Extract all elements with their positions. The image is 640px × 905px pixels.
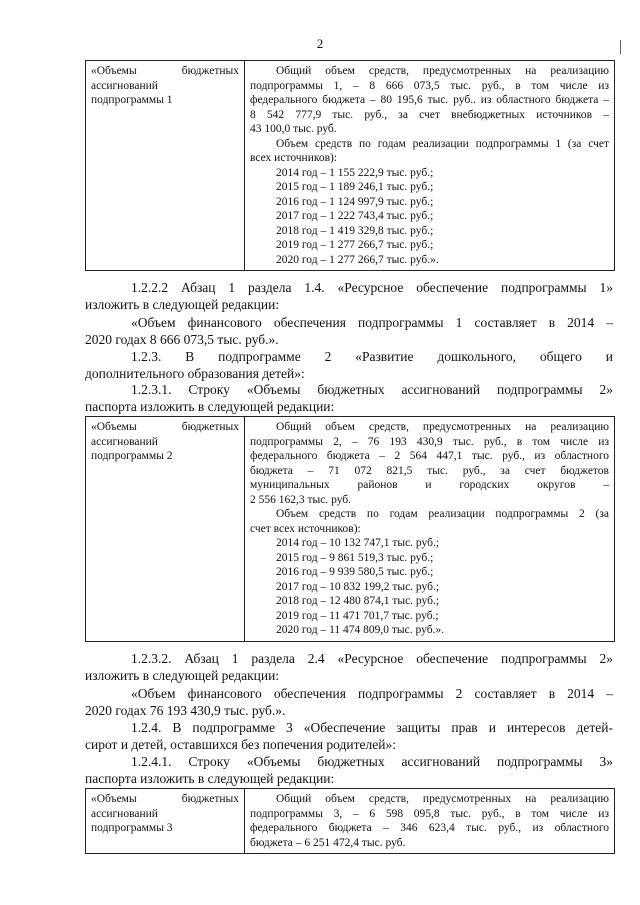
text-line: Объем средств по годам реализации подпрограммы 1 (за счет [276,137,609,150]
paragraph-line: изложить в следующей редакции: [85,667,280,683]
label-line: ассигнований [91,79,158,92]
year-line: 2015 год – 9 861 519,3 тыс. руб.; [276,551,434,564]
text-line: счет всех источников): [250,522,361,535]
text-line: подпрограммы 2, – 76 193 430,9 тыс. руб., в том числе из [250,435,609,448]
year-line: 2016 год – 1 124 997,9 тыс. руб.; [276,195,434,208]
label-line: «Объемы бюджетных [91,65,239,77]
year-line: 2018 год – 1 419 329,8 тыс. руб.; [276,224,434,237]
table-content-cell [245,789,615,854]
passport-table-subprogram-2 [85,416,615,642]
paragraph-1-2-2-2-quote [85,315,613,348]
year-line: 2018 год – 12 480 874,1 тыс. руб.; [276,595,440,607]
paragraph-1-2-3 [85,349,613,382]
paragraph-line: паспорта изложить в следующей редакции: [85,770,335,786]
label-line: подпрограммы 1 [91,94,173,106]
text-line: подпрограммы 1, – 8 666 073,5 тыс. руб., в том числе из [250,79,609,92]
text-line: федерального бюджета – 80 195,6 тыс. руб.. из областного бюджета – [250,94,609,106]
paragraph-line: 1.2.3.2. Абзац 1 раздела 2.4 «Ресурсное обеспечение подпрограммы 2» [131,651,613,666]
year-line: 2016 год – 9 939 580,5 тыс. руб.; [276,566,434,578]
paragraph-line: 1.2.3. В подпрограмме 2 «Развитие дошкольного, общего и [131,349,613,364]
year-line: 2017 год – 10 832 199,2 тыс. руб.; [276,580,440,593]
paragraph-line: дополнительного образования детей»: [85,365,305,381]
text-line: муниципальных районов и городских округов – [250,479,609,491]
paragraph-line: 1.2.4.1. Строку «Объемы бюджетных ассигнований подпрограммы 3» [131,754,613,769]
table-label-cell [86,61,245,271]
label-line: подпрограммы 3 [91,822,173,834]
year-line: 2014 год – 10 132 747,1 тыс. руб.; [276,537,440,549]
label-line: ассигнований [91,807,158,820]
label-line: «Объемы бюджетных [91,793,239,805]
paragraph-1-2-4 [85,720,613,753]
table-content-cell [245,417,615,642]
text-line: бюджета – 71 072 821,5 тыс. руб., за счет бюджетов [250,464,609,477]
paragraph-line: 1.2.3.1. Строку «Объемы бюджетных ассигнований подпрограммы 2» [131,382,613,397]
text-line: бюджета – 6 251 472,4 тыс. руб. [250,836,406,849]
table-label-cell [86,789,245,854]
paragraph-line: изложить в следующей редакции: [85,296,280,312]
text-line: федерального бюджета – 2 564 447,1 тыс. руб., из областного [250,450,609,462]
label-line: подпрограммы 2 [91,450,173,462]
paragraph-1-2-3-1 [85,382,613,415]
page-number: 2 [316,36,324,51]
margin-mark [620,40,621,54]
year-line: 2020 год – 11 474 809,0 тыс. руб.». [276,624,445,636]
table-label-cell [86,417,245,642]
passport-table-subprogram-1 [85,60,615,271]
label-line: «Объемы бюджетных [91,421,239,433]
text-line: 43 100,0 тыс. руб. [250,123,337,135]
paragraph-line: 2020 годах 76 193 430,9 тыс. руб.». [85,702,286,718]
text-line: Общий объем средств, предусмотренных на реализацию [276,65,609,77]
paragraph-1-2-3-2 [85,651,613,684]
text-line: Общий объем средств, предусмотренных на реализацию [276,421,609,433]
paragraph-line: «Объем финансового обеспечения подпрограммы 1 составляет в 2014 – [131,315,613,330]
year-line: 2014 год – 1 155 222,9 тыс. руб.; [276,166,434,179]
paragraph-line: сирот и детей, оставшихся без попечения родителей»: [85,736,396,752]
paragraph-line: 1.2.2.2 Абзац 1 раздела 1.4. «Ресурсное обеспечение подпрограммы 1» [131,280,613,295]
table-content-cell [245,61,615,271]
passport-table-subprogram-3 [85,788,615,854]
text-line: всех источников): [250,152,338,164]
text-line: Объем средств по годам реализации подпрограммы 2 (за [276,508,609,520]
paragraph-1-2-4-1 [85,754,613,787]
paragraph-1-2-3-2-quote [85,686,613,719]
year-line: 2019 год – 1 277 266,7 тыс. руб.; [276,239,434,251]
paragraph-1-2-2-2 [85,280,613,313]
text-line: Общий объем средств, предусмотренных на реализацию [276,793,609,805]
text-line: 8 542 777,9 тыс. руб., за счет внебюджетных источников – [250,108,609,121]
year-line: 2020 год – 1 277 266,7 тыс. руб.». [276,253,439,266]
paragraph-line: 1.2.4. В подпрограмме 3 «Обеспечение защиты прав и интересов детей- [131,720,613,735]
paragraph-line: 2020 годах 8 666 073,5 тыс. руб.». [85,331,279,347]
year-line: 2017 год – 1 222 743,4 тыс. руб.; [276,210,434,222]
text-line: 2 556 162,3 тыс. руб. [250,493,352,506]
paragraph-line: паспорта изложить в следующей редакции: [85,398,335,414]
text-line: федерального бюджета – 346 623,4 тыс. руб., из областного [250,822,609,834]
year-line: 2015 год – 1 189 246,1 тыс. руб.; [276,181,434,193]
text-line: подпрограммы 3, – 6 598 095,8 тыс. руб., в том числе из [250,807,609,820]
paragraph-line: «Объем финансового обеспечения подпрограммы 2 составляет в 2014 – [131,686,613,701]
year-line: 2019 год – 11 471 701,7 тыс. руб.; [276,609,439,622]
label-line: ассигнований [91,435,158,448]
